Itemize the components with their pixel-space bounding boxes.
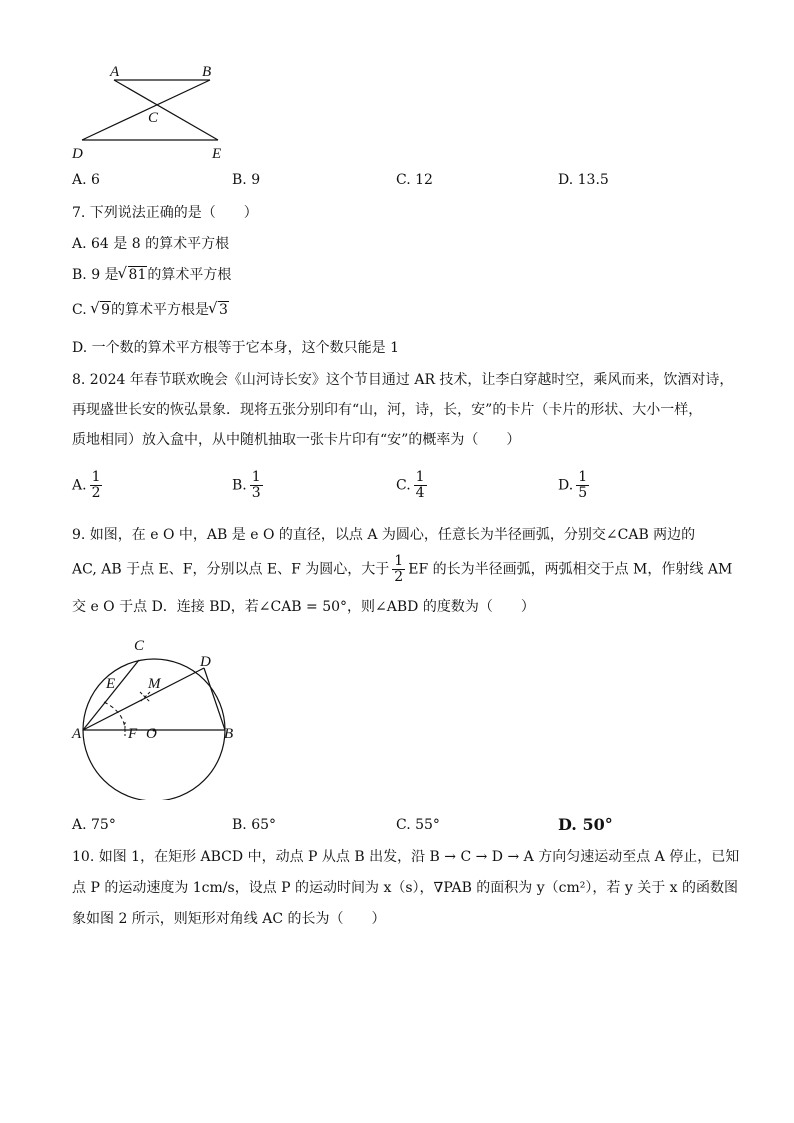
q7-option-b [72,265,231,285]
point-label-a: A [72,726,82,742]
point-label-e: E [212,146,222,162]
q9-option-a: A. 75° [72,817,116,833]
q7-c-prefix: C. [72,302,92,318]
q6-option-c: C. 12 [396,172,433,188]
point-label-c: C [134,638,145,654]
q7-b-prefix: B. 9 是 [72,267,119,283]
point-label-d: D [72,146,83,162]
q6-option-d: D. 13.5 [558,172,609,188]
point-label-f: F [128,726,138,742]
triangle-figure [60,60,240,170]
q8-option-c: C. $\frac{1}{4}$ [396,469,425,501]
q8-line-1: 8. 2024 年春节联欢晚会《山河诗长安》这个节目通过 AR 技术，让李白穿越时空，乘风而来，饮酒对诗， [72,372,734,388]
q6-option-b: B. 9 [232,172,261,188]
q10-line-3: 象如图 2 所示，则矩形对角线 AC 的长为（ ） [72,911,386,927]
point-label-d: D [200,654,211,670]
q9-option-d: D. 50° [558,815,613,834]
q7-option-a: A. 64 是 8 的算术平方根 [72,236,230,252]
q9-option-b: B. 65° [232,817,277,833]
point-label-b: B [202,64,212,80]
q7-option-d: D. 一个数的算术平方根等于它本身，这个数只能是 1 [72,340,399,356]
q8-option-a: A. $\frac{1}{2}$ [72,469,101,501]
sqrt-81: √ 81 [119,265,148,285]
q8-line-3: 质地相同）放入盒中，从中随机抽取一张卡片印有“安”的概率为（ ） [72,432,521,448]
point-label-o: O [146,726,157,742]
point-label-a: A [110,64,120,80]
q8-option-b: B. $\frac{1}{3}$ [232,469,261,501]
q7-option-c [72,300,229,320]
q10-line-2: 点 P 的运动速度为 1cm/s，设点 P 的运动时间为 x（s），∇PAB 的面积为 y（cm²），若 y 关于 x 的函数图 [72,880,738,896]
q7-stem: 7. 下列说法正确的是（ ） [72,205,258,221]
q9-line-1: 9. 如图，在 e O 中，AB 是 e O 的直径，以点 A 为圆心，任意长为半径画弧，分别交∠CAB 两边的 [72,527,696,543]
circle-figure [66,630,246,800]
q9-line-3: 交 e O 于点 D．连接 BD，若∠CAB = 50°，则∠ABD 的度数为（ ） [72,599,535,615]
point-label-m: M [148,676,161,692]
q9-option-c: C. 55° [396,817,440,833]
point-label-e: E [106,676,116,692]
sqrt-9: √ 9 [91,300,111,320]
point-label-b: B [224,726,234,742]
q8-line-2: 再现盛世长安的恢弘景象．现将五张分别印有“山，河，诗，长，安”的卡片（卡片的形状、大小一样， [72,402,703,418]
point-label-c: C [148,110,159,126]
q7-b-suffix: 的算术平方根 [147,267,232,283]
q6-option-a: A. 6 [72,172,100,188]
q8-option-d: D. $\frac{1}{5}$ [558,469,588,501]
q10-line-1: 10. 如图 1，在矩形 ABCD 中，动点 P 从点 B 出发，沿 B → C → D → A 方向匀速运动至点 A 停止，已知 [72,849,740,865]
q7-c-middle: 的算术平方根是 [111,302,210,318]
q9-line-2: AC, AB 于点 E、F，分别以点 E、F 为圆心，大于 $\frac{1}{2}$ EF 的长为半径画弧，两弧相交于点 M，作射线 AM [72,553,733,585]
sqrt-3: √ 3 [209,300,229,320]
